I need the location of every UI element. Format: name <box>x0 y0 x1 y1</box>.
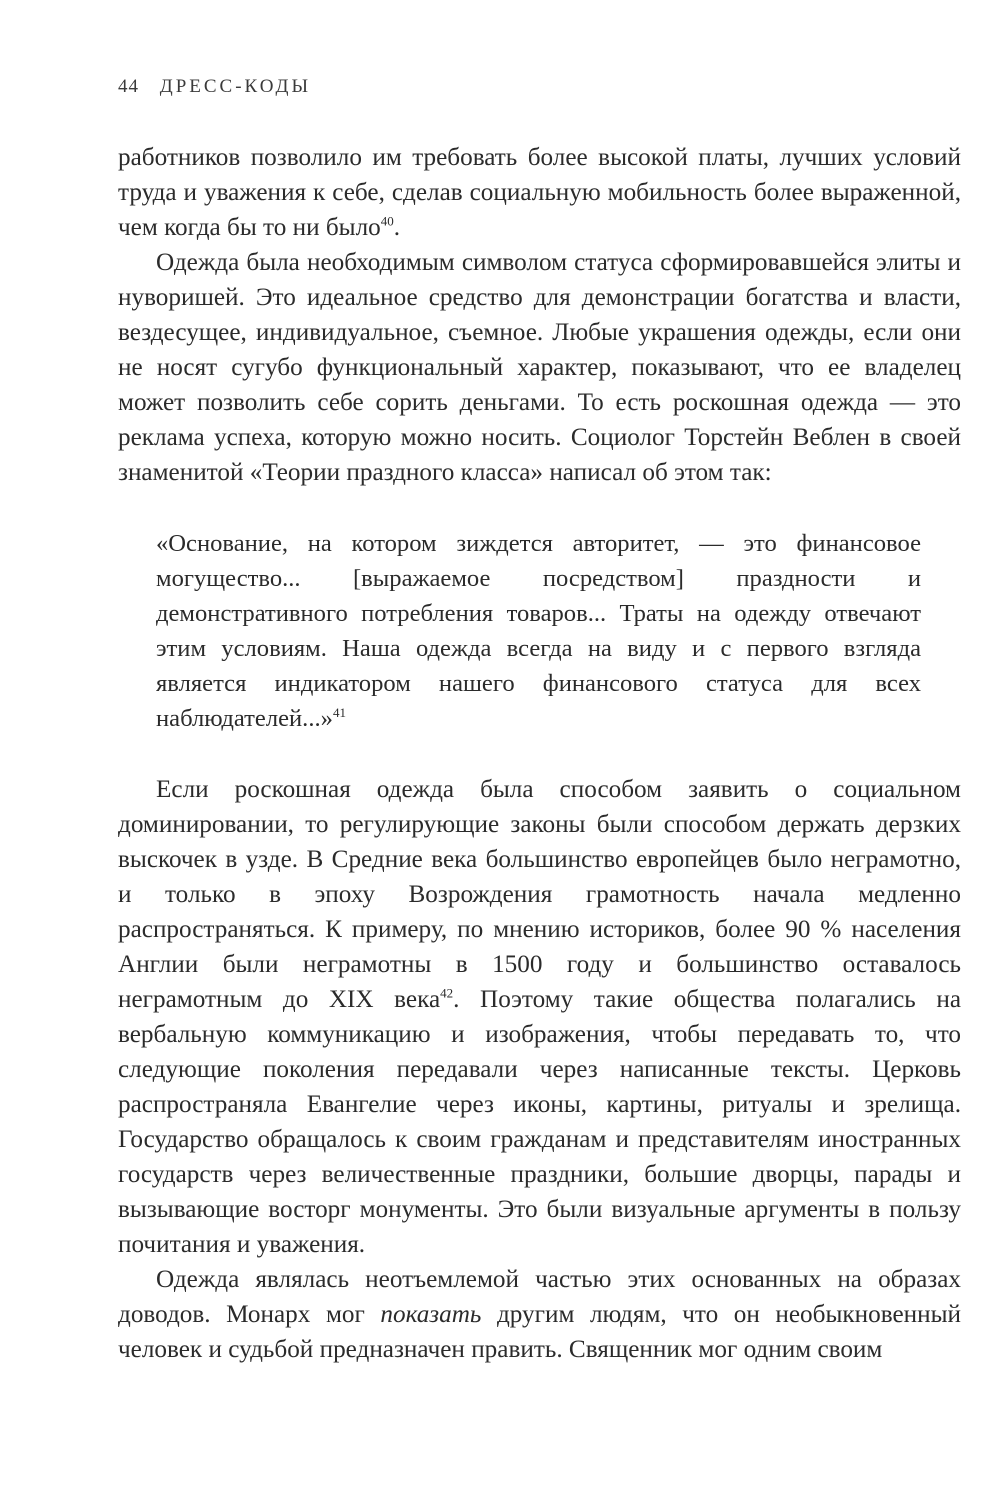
page-number: 44 <box>118 76 139 97</box>
paragraph-4 <box>118 1262 961 1367</box>
paragraph-4-rest: другим людям, что он необыкновенный человек и судьбой предназначен править. Священник мог одним своим <box>118 1301 961 1363</box>
paragraph-3-text: Если роскошная одежда была способом заявить о социальном доминировании, то регулирующие законы были способом держать дерзких выскочек в узде. В Средние века большинство европейцев было неграмотно, и только в эпоху Возрождения грамотность начала медленно распространяться. К примеру, по мнению историков, более 90 % населения Англии были неграмотны в 1500 году и большинство оставалось неграмотным до XIX века <box>118 776 961 1013</box>
block-quote-text: «Основание, на котором зиждется авторитет, — это финансовое могущество... [выражаемое посредством] праздности и демонстративного потребления товаров... Траты на одежду отвечают этим условиям. Наша одежда всегда на виду и с первого взгляда является индикатором нашего финансового статуса для всех наблюдателей...» <box>156 530 921 732</box>
paragraph-1-end: . <box>393 214 401 241</box>
paragraph-4-emphasis: показать <box>380 1301 482 1328</box>
body-text <box>118 140 961 1367</box>
section-title: ДРЕСС-КОДЫ <box>159 76 312 97</box>
paragraph-3-rest: . Поэтому такие общества полагались на вербальную коммуникацию и изображения, чтобы передавать то, что следующие поколения передавали через написанные тексты. Церковь распространяла Евангелие через иконы, картины, ритуалы и зрелища. Государство обращалось к своим гражданам и представителям иностранных государств через величественные праздники, большие дворцы, парады и вызывающие восторг монументы. Это были визуальные аргументы в пользу почитания и уважения. <box>118 986 961 1258</box>
paragraph-4-start: Одежда являлась неотъемлемой частью этих основанных на образах доводов. Монарх мог <box>118 1266 961 1328</box>
footnote-ref-42[interactable]: 42 <box>440 985 454 1001</box>
block-quote <box>156 526 921 736</box>
paragraph-1 <box>118 140 961 245</box>
footnote-ref-41[interactable]: 41 <box>332 704 346 720</box>
paragraph-3 <box>118 772 961 1262</box>
footnote-ref-40[interactable]: 40 <box>380 213 394 229</box>
running-head <box>118 76 311 98</box>
paragraph-1-text: работников позволило им требовать более высокой платы, лучших условий труда и уважения к себе, сделав социальную мобильность более выраженной, чем когда бы то ни было <box>118 144 961 241</box>
paragraph-2: Одежда была необходимым символом статуса сформировавшейся элиты и нуворишей. Это идеальное средство для демонстрации богатства и власти, вездесущее, индивидуальное, съемное. Любые украшения одежды, если они не носят сугубо функциональный характер, показывают, что ее владелец может позволить себе сорить деньгами. То есть роскошная одежда — это реклама успеха, которую можно носить. Социолог Торстейн Веблен в своей знаменитой «Теории праздного класса» написал об этом так: <box>118 249 961 486</box>
